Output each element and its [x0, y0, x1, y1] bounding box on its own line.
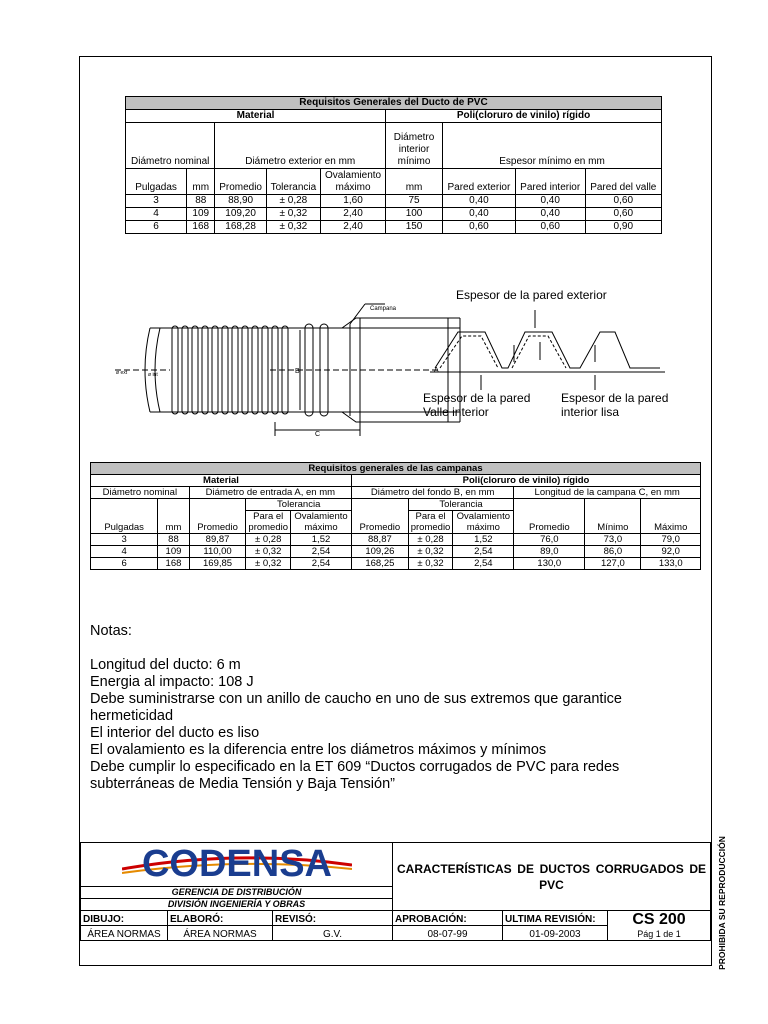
code-cell: [608, 911, 711, 941]
dibujo-value: ÁREA NORMAS: [81, 926, 168, 941]
table-cell: 110,00: [189, 546, 246, 558]
table-cell: ± 0,28: [266, 195, 320, 208]
side-text: PROHIBIDA SU REPRODUCCIÓN: [717, 836, 727, 970]
elaboro-label: ELABORÓ:: [168, 911, 273, 926]
reviso-value: G.V.: [273, 926, 393, 941]
note-line: El interior del ducto es liso: [90, 725, 260, 741]
title-block-table: [80, 842, 711, 941]
footer-block: [80, 842, 711, 964]
logo-text: CODENSA: [141, 843, 332, 883]
table-cell: 73,0: [585, 534, 641, 546]
table-cell: 0,40: [515, 208, 585, 221]
col-header: Para el promedio: [246, 511, 291, 534]
table-cell: ± 0,32: [408, 558, 453, 570]
col-header: Ovalamiento máximo: [291, 511, 352, 534]
elaboro-value: ÁREA NORMAS: [168, 926, 273, 941]
col-header: Ovalamiento máximo: [453, 511, 514, 534]
table-cell: 4: [91, 546, 158, 558]
col-header: Tolerancia: [266, 169, 320, 195]
table-cell: 4: [126, 208, 187, 221]
table-cell: 168,28: [215, 221, 266, 234]
table-cell: 133,0: [641, 558, 701, 570]
table-cell: 3: [126, 195, 187, 208]
note-line: Debe suministrarse con un anillo de caucho en uno de sus extremos que garantice hermeticidad: [90, 691, 622, 724]
code-text: CS 200: [632, 911, 686, 928]
table-cell: 6: [126, 221, 187, 234]
notes-heading: Notas:: [90, 623, 132, 639]
table-cell: ± 0,32: [246, 546, 291, 558]
material-value: Poli(cloruro de vinilo) rígido: [386, 110, 662, 123]
note-line: Longitud del ducto: 6 m: [90, 657, 241, 673]
reviso-label: REVISÓ:: [273, 911, 393, 926]
dim-b-label: B: [295, 368, 300, 375]
table-cell: 89,87: [189, 534, 246, 546]
table-cell: 100: [386, 208, 443, 221]
nominal-header: Diámetro nominal: [126, 123, 215, 169]
table-cell: 1,52: [291, 534, 352, 546]
fondo-header: Diámetro del fondo B, en mm: [352, 487, 514, 499]
table-cell: 2,54: [453, 558, 514, 570]
table-cell: 0,40: [443, 208, 516, 221]
table-cell: ± 0,28: [246, 534, 291, 546]
campana-requirements-table: [90, 462, 701, 570]
tolerancia-header: Tolerancia: [246, 499, 352, 511]
document-title: CARACTERÍSTICAS DE DUCTOS CORRUGADOS DE PVC: [393, 843, 711, 911]
col-header: Pared interior: [515, 169, 585, 195]
ultima-value: 01-09-2003: [503, 926, 608, 941]
col-header: mm: [187, 169, 215, 195]
table-cell: ± 0,32: [266, 221, 320, 234]
aprobacion-label: APROBACIÓN:: [393, 911, 503, 926]
table-cell: 1,52: [453, 534, 514, 546]
aprobacion-value: 08-07-99: [393, 926, 503, 941]
table-cell: 92,0: [641, 546, 701, 558]
table-row: [126, 195, 662, 208]
table-cell: 76,0: [514, 534, 585, 546]
ultima-label: ULTIMA REVISIÓN:: [503, 911, 608, 926]
table-cell: 0,40: [515, 195, 585, 208]
label-lisa: Espesor de la pared interior lisa: [561, 391, 669, 419]
col-header: Promedio: [215, 169, 266, 195]
material-label: Material: [126, 110, 386, 123]
table-cell: 2,54: [291, 558, 352, 570]
table-cell: 168: [187, 221, 215, 234]
table-title: Requisitos Generales del Ducto de PVC: [126, 97, 662, 110]
note-line: Energia al impacto: 108 J: [90, 674, 254, 690]
table-cell: 169,85: [189, 558, 246, 570]
division-text: DIVISIÓN INGENIERÍA Y OBRAS: [81, 899, 393, 911]
col-header: mm: [386, 169, 443, 195]
wall-profile: [430, 310, 665, 390]
table-cell: 88,87: [352, 534, 409, 546]
dibujo-label: DIBUJO:: [81, 911, 168, 926]
table-cell: 2,54: [291, 546, 352, 558]
table-cell: 2,40: [321, 221, 386, 234]
table-cell: 2,54: [453, 546, 514, 558]
table-cell: 150: [386, 221, 443, 234]
table-cell: ± 0,32: [408, 546, 453, 558]
col-header: Pulgadas: [126, 169, 187, 195]
col-header: Pared del valle: [585, 169, 661, 195]
codensa-logo: [122, 843, 352, 883]
table-row: [91, 546, 701, 558]
notes-section: [90, 623, 700, 793]
col-header: Promedio: [189, 499, 246, 534]
note-line: Debe cumplir lo especificado en la ET 609 “Ductos corrugados de PVC para redes subterráneas de Media Tensión y Baja Tensión”: [90, 759, 620, 792]
table-cell: 0,90: [585, 221, 661, 234]
table-cell: ± 0,32: [246, 558, 291, 570]
campana-label: Campana: [370, 306, 397, 312]
table-cell: 168,25: [352, 558, 409, 570]
table-cell: 88: [187, 195, 215, 208]
table-row: [126, 221, 662, 234]
table-cell: 109: [187, 208, 215, 221]
col-header: Promedio: [352, 499, 409, 534]
label-exterior: Espesor de la pared exterior: [456, 288, 607, 302]
ducto-requirements-table: [125, 96, 662, 234]
table-cell: 109: [158, 546, 189, 558]
table-cell: 2,40: [321, 208, 386, 221]
table-cell: 0,60: [515, 221, 585, 234]
dim-a-label: A: [434, 367, 439, 374]
table-cell: 0,60: [443, 221, 516, 234]
table-cell: 0,60: [585, 195, 661, 208]
col-header: Pulgadas: [91, 499, 158, 534]
col-header: Promedio: [514, 499, 585, 534]
col-header: Ovalamiento máximo: [321, 169, 386, 195]
table-cell: ± 0,32: [266, 208, 320, 221]
entrada-header: Diámetro de entrada A, en mm: [189, 487, 351, 499]
dim-int-label: ø int: [148, 372, 158, 378]
table-cell: 79,0: [641, 534, 701, 546]
table-row: [91, 534, 701, 546]
side-stamp: [715, 836, 729, 970]
table-cell: 3: [91, 534, 158, 546]
table-cell: 88: [158, 534, 189, 546]
col-header: Mínimo: [585, 499, 641, 534]
exterior-header: Diámetro exterior en mm: [215, 123, 386, 169]
interior-header: Diámetro interior mínimo: [386, 123, 443, 169]
table-cell: 168: [158, 558, 189, 570]
logo-cell: [81, 843, 393, 887]
col-header: Para el promedio: [408, 511, 453, 534]
material-label: Material: [91, 475, 352, 487]
table-cell: 109,26: [352, 546, 409, 558]
table-title: Requisitos generales de las campanas: [91, 463, 701, 475]
table-cell: 1,60: [321, 195, 386, 208]
page-text: Pág 1 de 1: [637, 929, 681, 939]
gerencia-text: GERENCIA DE DISTRIBUCIÓN: [81, 887, 393, 899]
table-row: [91, 558, 701, 570]
col-header: Máximo: [641, 499, 701, 534]
table-cell: 75: [386, 195, 443, 208]
dim-c-label: C: [315, 431, 321, 438]
table-cell: ± 0,28: [408, 534, 453, 546]
table-cell: 130,0: [514, 558, 585, 570]
table-cell: 109,20: [215, 208, 266, 221]
nominal-header: Diámetro nominal: [91, 487, 190, 499]
col-header: Pared exterior: [443, 169, 516, 195]
duct-drawing: [115, 304, 460, 436]
table-cell: 127,0: [585, 558, 641, 570]
tolerancia-header: Tolerancia: [408, 499, 514, 511]
table-cell: 0,60: [585, 208, 661, 221]
table-cell: 89,0: [514, 546, 585, 558]
table-cell: 6: [91, 558, 158, 570]
note-line: El ovalamiento es la diferencia entre los diámetros máximos y mínimos: [90, 742, 547, 758]
material-value: Poli(cloruro de vinilo) rígido: [352, 475, 701, 487]
thickness-header: Espesor mínimo en mm: [443, 123, 662, 169]
longitud-header: Longitud de la campana C, en mm: [514, 487, 701, 499]
table-row: [126, 208, 662, 221]
table-cell: 88,90: [215, 195, 266, 208]
table-cell: 86,0: [585, 546, 641, 558]
label-valle: Espesor de la pared Valle interior: [423, 391, 531, 419]
table-cell: 0,40: [443, 195, 516, 208]
dim-ext-label: ø ext: [116, 370, 128, 376]
col-header: mm: [158, 499, 189, 534]
